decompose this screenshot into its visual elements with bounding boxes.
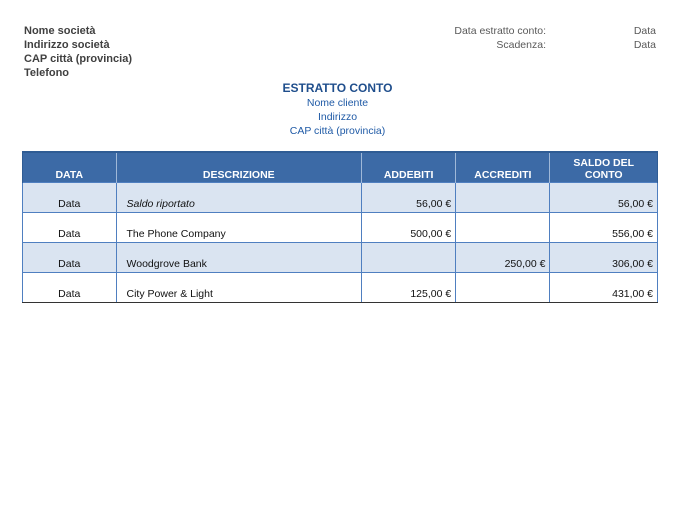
cell-description[interactable]: The Phone Company (116, 213, 362, 243)
statement-date-value[interactable]: Data (633, 25, 656, 37)
column-header-debits: ADDEBITI (362, 152, 456, 183)
statement-meta (420, 24, 656, 52)
statement-header (0, 81, 675, 138)
due-date-row (420, 38, 656, 52)
cell-balance[interactable]: 56,00 € (550, 183, 658, 213)
table-row (23, 273, 658, 303)
column-header-description: DESCRIZIONE (116, 152, 362, 183)
cell-debit[interactable] (362, 243, 456, 273)
cell-description[interactable]: City Power & Light (116, 273, 362, 303)
table-row (23, 183, 658, 213)
customer-city[interactable]: CAP città (provincia) (289, 125, 386, 137)
cell-credit[interactable]: 250,00 € (456, 243, 550, 273)
statement-date-label: Data estratto conto: (454, 25, 546, 37)
customer-address[interactable]: Indirizzo (317, 111, 358, 123)
statement-date-row (420, 24, 656, 38)
statement-title: ESTRATTO CONTO (282, 81, 393, 95)
cell-credit[interactable] (456, 273, 550, 303)
table-row (23, 243, 658, 273)
customer-name[interactable]: Nome cliente (306, 97, 369, 109)
cell-description[interactable]: Woodgrove Bank (116, 243, 362, 273)
due-date-value[interactable]: Data (633, 39, 656, 51)
statement-table (22, 151, 658, 303)
column-header-date: DATA (23, 152, 117, 183)
cell-date[interactable]: Data (23, 273, 117, 303)
table-header-row (23, 152, 658, 183)
column-header-balance: SALDO DEL CONTO (550, 152, 658, 183)
cell-debit[interactable]: 56,00 € (362, 183, 456, 213)
company-info (24, 24, 132, 80)
cell-date[interactable]: Data (23, 183, 117, 213)
cell-debit[interactable]: 125,00 € (362, 273, 456, 303)
cell-balance[interactable]: 431,00 € (550, 273, 658, 303)
cell-credit[interactable] (456, 213, 550, 243)
company-address: Indirizzo società (24, 39, 110, 51)
cell-date[interactable]: Data (23, 243, 117, 273)
cell-credit[interactable] (456, 183, 550, 213)
cell-balance[interactable]: 306,00 € (550, 243, 658, 273)
cell-description[interactable]: Saldo riportato (116, 183, 362, 213)
company-phone: Telefono (24, 67, 70, 79)
cell-debit[interactable]: 500,00 € (362, 213, 456, 243)
table-row (23, 213, 658, 243)
cell-date[interactable]: Data (23, 213, 117, 243)
company-city: CAP città (provincia) (24, 53, 132, 65)
company-name: Nome società (24, 25, 96, 37)
due-date-label: Scadenza: (496, 39, 546, 51)
column-header-credits: ACCREDITI (456, 152, 550, 183)
cell-balance[interactable]: 556,00 € (550, 213, 658, 243)
